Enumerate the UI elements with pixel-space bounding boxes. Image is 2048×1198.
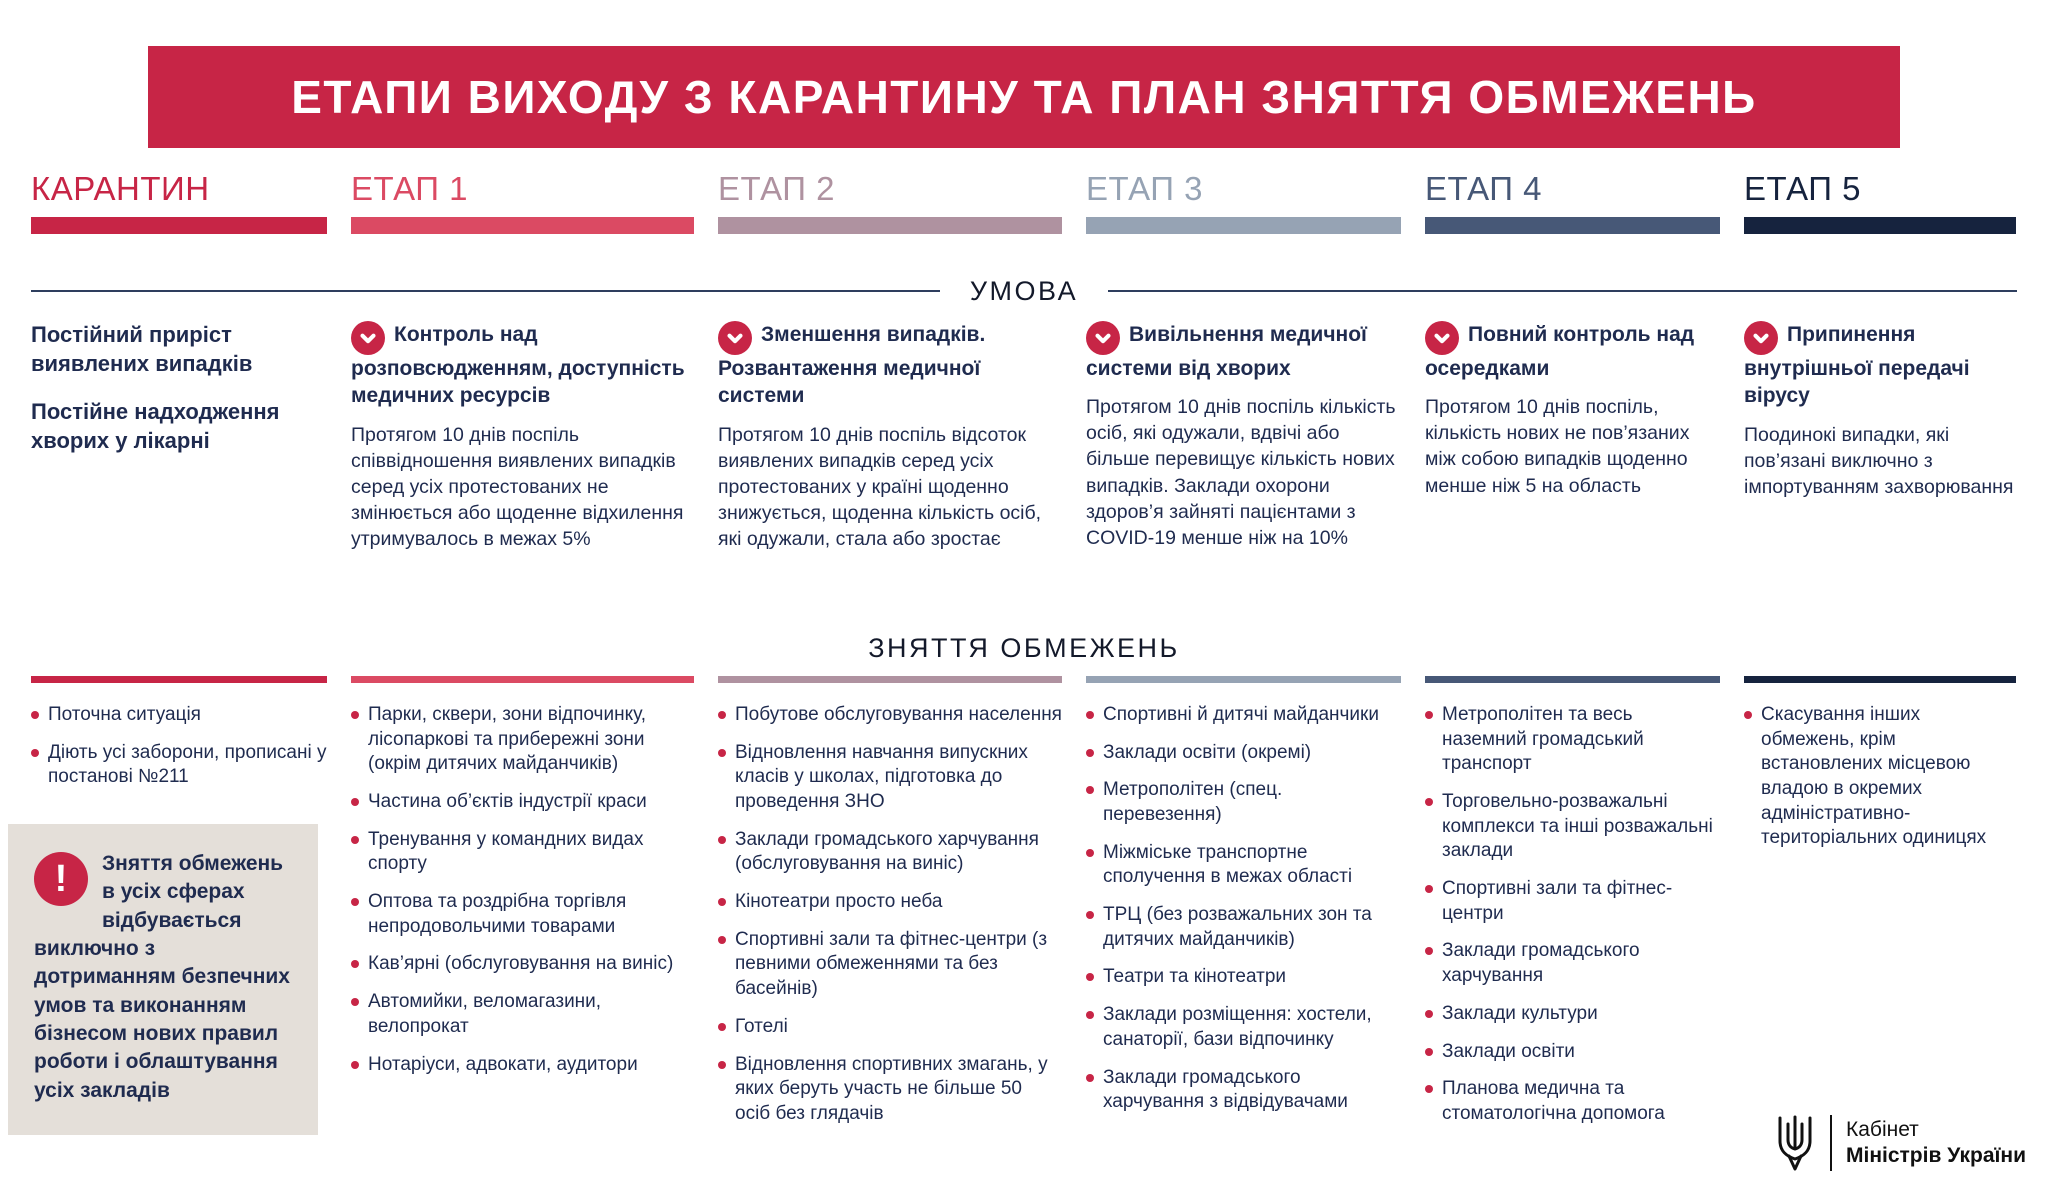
restriction-text: Заклади громадського харчування bbox=[1442, 940, 1640, 987]
restriction-item bbox=[1086, 903, 1401, 952]
stage-header-row bbox=[0, 170, 2048, 234]
restriction-text: ТРЦ (без розважальних зон та дитячих майданчиків) bbox=[1103, 904, 1372, 950]
restrictions-row bbox=[0, 676, 2048, 1140]
restrictions-list bbox=[718, 703, 1062, 1127]
restriction-item bbox=[351, 703, 694, 777]
restriction-text: Заклади громадського харчування з відвідувачами bbox=[1103, 1066, 1348, 1113]
bullet-dot-icon bbox=[1425, 1085, 1433, 1093]
logo-line2: Міністрів України bbox=[1846, 1144, 2026, 1167]
restriction-item bbox=[1425, 790, 1720, 864]
condition-cell bbox=[1744, 321, 2016, 613]
trident-icon bbox=[1774, 1114, 1816, 1172]
restrictions-list bbox=[1425, 703, 1720, 1127]
restriction-item bbox=[1425, 703, 1720, 777]
condition-body: Протягом 10 днів поспіль співвідношення виявлених випадків серед усіх протестованих не змінюється або щоденне відхилення утримувалось в межах 5% bbox=[351, 423, 684, 551]
bullet-dot-icon bbox=[1425, 798, 1433, 806]
restriction-text: Спортивні зали та фітнес-центри bbox=[1442, 878, 1673, 924]
condition-body: Протягом 10 днів поспіль відсоток виявлених випадків серед усіх протестованих у країні щоденно знижується, щоденна кількість осіб, які одужали, стала або зростає bbox=[718, 423, 1042, 551]
restriction-text: Відновлення навчання випускних класів у школах, підготовка до проведення ЗНО bbox=[735, 741, 1028, 812]
condition-heading bbox=[1086, 321, 1401, 382]
restrictions-cell bbox=[351, 676, 694, 1140]
restriction-item bbox=[351, 790, 694, 815]
condition-cell bbox=[1086, 321, 1401, 613]
restriction-item bbox=[351, 890, 694, 939]
condition-heading bbox=[1425, 321, 1720, 382]
restriction-item bbox=[1086, 965, 1401, 990]
logo-divider bbox=[1830, 1115, 1832, 1171]
restriction-text: Оптова та роздрібна торгівля непродовольчими товарами bbox=[368, 891, 627, 937]
stage-color-bar bbox=[351, 217, 694, 234]
bullet-dot-icon bbox=[718, 1061, 726, 1069]
bullet-dot-icon bbox=[1086, 973, 1094, 981]
bullet-dot-icon bbox=[718, 836, 726, 844]
restriction-text: Кінотеатри просто неба bbox=[735, 891, 943, 913]
restriction-text: Заклади освіти bbox=[1442, 1040, 1575, 1062]
restrictions-cell bbox=[1086, 676, 1401, 1140]
restriction-text: Діють усі заборони, прописані у постанові №211 bbox=[48, 741, 327, 788]
check-circle-icon bbox=[1086, 321, 1120, 355]
restriction-item bbox=[718, 1053, 1062, 1127]
bullet-dot-icon bbox=[1425, 1010, 1433, 1018]
title-bar bbox=[148, 46, 1900, 148]
bullet-dot-icon bbox=[718, 936, 726, 944]
stage-thin-bar bbox=[718, 676, 1062, 683]
restriction-item bbox=[31, 703, 327, 728]
restriction-text: Частина об’єктів індустрії краси bbox=[368, 791, 647, 812]
warning-note bbox=[8, 824, 318, 1135]
restriction-item bbox=[718, 828, 1062, 877]
exclamation-icon bbox=[34, 852, 88, 906]
logo-text bbox=[1846, 1117, 2026, 1170]
restrictions-list bbox=[1086, 703, 1401, 1115]
bullet-dot-icon bbox=[31, 749, 39, 757]
restriction-text: Побутове обслуговування населення bbox=[735, 703, 1062, 725]
restriction-text: Спортивні й дитячі майданчики bbox=[1103, 703, 1379, 725]
restriction-text: Готелі bbox=[735, 1015, 788, 1037]
restriction-text: Кав’ярні (обслуговування на виніс) bbox=[368, 953, 674, 975]
condition-heading bbox=[1744, 321, 2016, 410]
stage-color-bar bbox=[1425, 217, 1720, 234]
condition-cell bbox=[718, 321, 1062, 613]
restriction-item bbox=[1086, 741, 1401, 766]
bullet-dot-icon bbox=[351, 798, 359, 806]
restriction-item bbox=[351, 952, 694, 977]
restriction-text: Спортивні зали та фітнес-центри (з певними обмеженнями та без басейнів) bbox=[735, 928, 1048, 1000]
restriction-text: Планова медична та стоматологічна допомога bbox=[1442, 1078, 1665, 1124]
restriction-item bbox=[1425, 939, 1720, 988]
page-title: ЕТАПИ ВИХОДУ З КАРАНТИНУ ТА ПЛАН ЗНЯТТЯ ОБМЕЖЕНЬ bbox=[291, 71, 1757, 123]
restriction-text: Торговельно-розважальні комплекси та інші розважальні заклади bbox=[1442, 791, 1713, 862]
restriction-item bbox=[351, 990, 694, 1039]
condition-row bbox=[0, 321, 2048, 613]
stage-thin-bar bbox=[1425, 676, 1720, 683]
restriction-text: Театри та кінотеатри bbox=[1103, 966, 1287, 988]
stage-color-bar bbox=[31, 217, 327, 234]
restriction-item bbox=[1086, 778, 1401, 827]
warning-note-text: Зняття обмежень в усіх сферах відбувається виключно з дотриманням безпечних умов та виконанням бізнесом нових правил роботи і облаштування усіх закладів bbox=[34, 852, 290, 1102]
restrictions-cell bbox=[31, 676, 327, 1140]
restriction-text: Тренування у командних видах спорту bbox=[368, 828, 644, 875]
restrictions-cell bbox=[1744, 676, 2016, 1140]
restriction-item bbox=[718, 928, 1062, 1002]
restriction-text: Метрополітен та весь наземний громадський транспорт bbox=[1442, 703, 1644, 775]
bullet-dot-icon bbox=[351, 960, 359, 968]
restriction-item bbox=[718, 890, 1062, 915]
bullet-dot-icon bbox=[351, 1061, 359, 1069]
stage-color-bar bbox=[1744, 217, 2016, 234]
condition-paragraph: Постійний приріст виявлених випадків bbox=[31, 321, 253, 376]
stage-header-cell bbox=[31, 170, 327, 234]
bullet-dot-icon bbox=[1425, 711, 1433, 719]
stage-thin-bar bbox=[1086, 676, 1401, 683]
stage-header-cell bbox=[1744, 170, 2016, 234]
restrictions-cell bbox=[718, 676, 1062, 1140]
restriction-text: Метрополітен (спец. перевезення) bbox=[1103, 779, 1283, 825]
condition-cell bbox=[351, 321, 694, 613]
lifting-section-title: ЗНЯТТЯ ОБМЕЖЕНЬ bbox=[868, 632, 1180, 663]
bullet-dot-icon bbox=[351, 711, 359, 719]
stage-color-bar bbox=[1086, 217, 1401, 234]
bullet-dot-icon bbox=[718, 711, 726, 719]
restriction-item bbox=[1425, 1002, 1720, 1027]
condition-heading-text: Припинення внутрішньої передачі вірусу bbox=[1744, 322, 1970, 408]
bullet-dot-icon bbox=[1425, 1048, 1433, 1056]
check-circle-icon bbox=[718, 321, 752, 355]
restriction-item bbox=[718, 1015, 1062, 1040]
restrictions-list bbox=[1744, 703, 2016, 851]
restriction-item bbox=[718, 703, 1062, 728]
bullet-dot-icon bbox=[1086, 786, 1094, 794]
check-circle-icon bbox=[351, 321, 385, 355]
condition-heading bbox=[351, 321, 694, 410]
restriction-text: Міжміське транспортне сполучення в межах області bbox=[1103, 841, 1353, 888]
restrictions-list bbox=[31, 703, 327, 790]
stage-label: ЕТАП 3 bbox=[1086, 170, 1203, 207]
restriction-text: Скасування інших обмежень, крім встановлених місцевою владою в окремих адміністративно-територіальних одиницях bbox=[1761, 703, 1987, 849]
restriction-item bbox=[1425, 877, 1720, 926]
restriction-text: Заклади культури bbox=[1442, 1002, 1598, 1024]
restriction-item bbox=[1086, 841, 1401, 890]
bullet-dot-icon bbox=[1425, 885, 1433, 893]
condition-divider bbox=[31, 276, 2017, 307]
stage-header-cell bbox=[351, 170, 694, 234]
stage-thin-bar bbox=[31, 676, 327, 683]
restriction-item bbox=[1425, 1040, 1720, 1065]
check-circle-icon bbox=[1744, 321, 1778, 355]
stage-header-cell bbox=[718, 170, 1062, 234]
restriction-item bbox=[1744, 703, 2016, 851]
stage-thin-bar bbox=[351, 676, 694, 683]
restriction-text: Парки, сквери, зони відпочинку, лісопаркові та прибережні зони (окрім дитячих майданчиків) bbox=[368, 703, 646, 775]
condition-cell bbox=[1425, 321, 1720, 613]
condition-heading-text: Вивільнення медичної системи від хворих bbox=[1086, 322, 1367, 380]
stage-header-cell bbox=[1086, 170, 1401, 234]
condition-cell bbox=[31, 321, 327, 613]
logo-line1: Кабінет bbox=[1846, 1117, 1919, 1141]
stage-label: ЕТАП 5 bbox=[1744, 170, 1861, 207]
restriction-item bbox=[31, 741, 327, 790]
condition-heading-text: Контроль над розповсюдженням, доступність медичних ресурсів bbox=[351, 322, 685, 408]
stage-color-bar bbox=[718, 217, 1062, 234]
stage-label: ЕТАП 4 bbox=[1425, 170, 1542, 207]
restriction-text: Відновлення спортивних змагань, у яких беруть участь не більше 50 осіб без глядачів bbox=[735, 1053, 1048, 1124]
condition-paragraph: Постійне надходження хворих у лікарні bbox=[31, 399, 280, 453]
bullet-dot-icon bbox=[1425, 947, 1433, 955]
bullet-dot-icon bbox=[1086, 911, 1094, 919]
restrictions-list bbox=[351, 703, 694, 1077]
bullet-dot-icon bbox=[718, 898, 726, 906]
restriction-item bbox=[1425, 1077, 1720, 1126]
stage-label: КАРАНТИН bbox=[31, 170, 210, 207]
cabinet-of-ministers-logo bbox=[1774, 1114, 2026, 1172]
condition-body: Поодинокі випадки, які пов’язані виключно з імпортуванням захворювання bbox=[1744, 423, 2014, 498]
bullet-dot-icon bbox=[718, 749, 726, 757]
restriction-text: Автомийки, веломагазини, велопрокат bbox=[368, 991, 602, 1037]
restriction-item bbox=[351, 1053, 694, 1078]
divider-line-right bbox=[1108, 290, 2017, 292]
bullet-dot-icon bbox=[1086, 1011, 1094, 1019]
bullet-dot-icon bbox=[718, 1023, 726, 1031]
restriction-text: Заклади освіти (окремі) bbox=[1103, 741, 1312, 763]
check-circle-icon bbox=[1425, 321, 1459, 355]
restriction-text: Нотаріуси, адвокати, аудитори bbox=[368, 1053, 638, 1075]
condition-section-title: УМОВА bbox=[969, 275, 1079, 306]
bullet-dot-icon bbox=[1086, 1074, 1094, 1082]
stage-header-cell bbox=[1425, 170, 1720, 234]
divider-line-left bbox=[31, 290, 940, 292]
bullet-dot-icon bbox=[351, 836, 359, 844]
condition-heading bbox=[718, 321, 1062, 410]
lifting-heading-wrap bbox=[0, 633, 2048, 664]
condition-heading-text: Повний контроль над осередками bbox=[1425, 322, 1695, 380]
restriction-text: Поточна ситуація bbox=[48, 703, 201, 725]
stage-label: ЕТАП 2 bbox=[718, 170, 835, 207]
restrictions-cell bbox=[1425, 676, 1720, 1140]
restriction-item bbox=[718, 741, 1062, 815]
restriction-text: Заклади розміщення: хостели, санаторії, бази відпочинку bbox=[1103, 1004, 1372, 1050]
restriction-item bbox=[1086, 703, 1401, 728]
bullet-dot-icon bbox=[1086, 749, 1094, 757]
restriction-item bbox=[1086, 1066, 1401, 1115]
restriction-item bbox=[351, 828, 694, 877]
bullet-dot-icon bbox=[1086, 849, 1094, 857]
restriction-text: Заклади громадського харчування (обслуговування на виніс) bbox=[735, 828, 1039, 875]
restriction-item bbox=[1086, 1003, 1401, 1052]
bullet-dot-icon bbox=[1086, 711, 1094, 719]
stage-thin-bar bbox=[1744, 676, 2016, 683]
condition-heading-text: Зменшення випадків. Розвантаження медичної системи bbox=[718, 322, 986, 408]
bullet-dot-icon bbox=[31, 711, 39, 719]
stage-label: ЕТАП 1 bbox=[351, 170, 468, 207]
bullet-dot-icon bbox=[1744, 711, 1752, 719]
bullet-dot-icon bbox=[351, 998, 359, 1006]
condition-body: Протягом 10 днів поспіль кількість осіб, які одужали, вдвічі або більше перевищує кількість нових випадків. Заклади охорони здоров’я зайняті пацієнтами з COVID-19 менше ніж на 10% bbox=[1086, 396, 1396, 549]
condition-body: Протягом 10 днів поспіль, кількість нових не пов’язаних між собою випадків щоденно менше ніж 5 на область bbox=[1425, 396, 1690, 497]
bullet-dot-icon bbox=[351, 898, 359, 906]
